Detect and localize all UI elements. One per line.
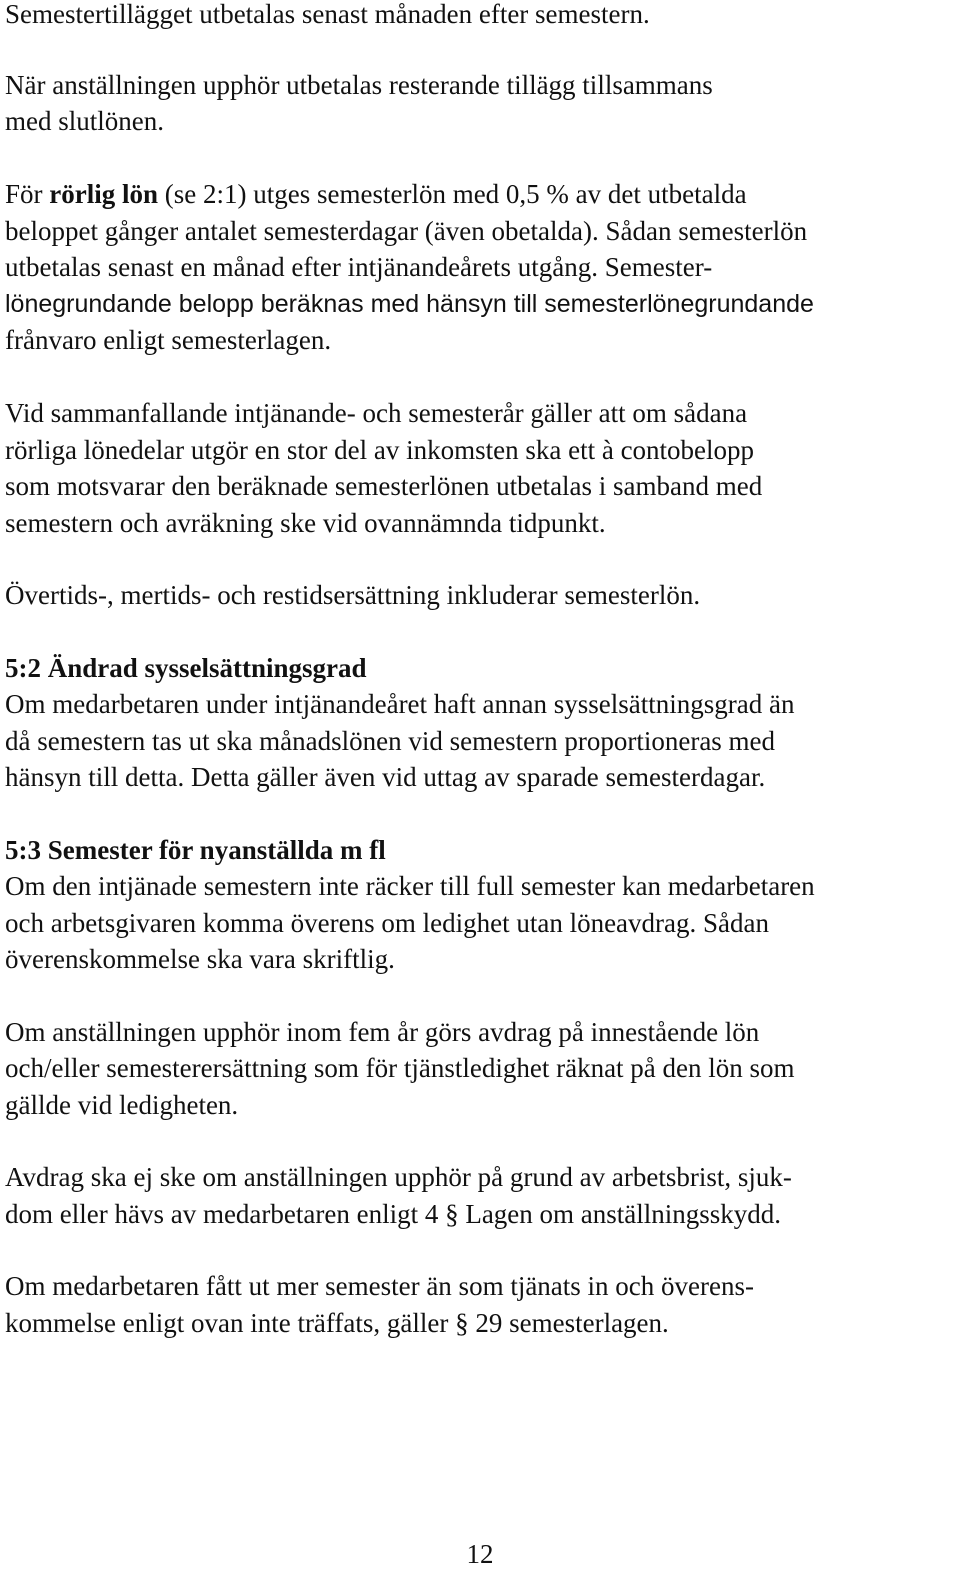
body-text-line: hänsyn till detta. Detta gäller även vid uttag av sparade semesterdagar.: [5, 762, 766, 792]
body-text-line: med slutlönen.: [5, 106, 164, 136]
body-text-line: då semestern tas ut ska månadslönen vid semestern proportioneras med: [5, 726, 776, 756]
body-text-line: Om den intjänade semestern inte räcker till full semester kan medarbetaren: [5, 871, 815, 901]
body-text-line: Avdrag ska ej ske om anställningen upphör på grund av arbetsbrist, sjuk-: [5, 1162, 792, 1192]
body-text-line: och arbetsgivaren komma överens om ledighet utan löneavdrag. Sådan: [5, 908, 770, 938]
body-text-line: dom eller hävs av medarbetaren enligt 4 § Lagen om anställningsskydd.: [5, 1199, 782, 1229]
body-text-line: utbetalas senast en månad efter intjänandeårets utgång. Semester-: [5, 252, 713, 282]
section-heading: 5:3 Semester för nyanställda m fl: [5, 835, 386, 865]
body-text-line: gällde vid ledigheten.: [5, 1090, 239, 1120]
body-text-line: Vid sammanfallande intjänande- och semesterår gäller att om sådana: [5, 398, 748, 428]
body-text-line: kommelse enligt ovan inte träffats, gäller § 29 semesterlagen.: [5, 1308, 669, 1338]
page-number: 12: [466, 1539, 494, 1569]
body-text-line: beloppet gånger antalet semesterdagar (även obetalda). Sådan semesterlön: [5, 216, 808, 246]
text-run: För: [5, 179, 50, 209]
body-text-line: rörliga lönedelar utgör en stor del av inkomsten ska ett à contobelopp: [5, 435, 755, 465]
text-run: (se 2:1) utges semesterlön med 0,5 % av det utbetalda: [158, 179, 747, 209]
body-text-line: Övertids-, mertids- och restidsersättning inkluderar semesterlön.: [5, 580, 701, 610]
body-text-line: överenskommelse ska vara skriftlig.: [5, 944, 395, 974]
body-text-line: När anställningen upphör utbetalas resterande tillägg tillsammans: [5, 70, 713, 100]
body-text-line: Semestertillägget utbetalas senast månaden efter semestern.: [5, 0, 650, 29]
body-text-line: Om medarbetaren under intjänandeåret haft annan sysselsättningsgrad än: [5, 689, 795, 719]
body-text-line: Om medarbetaren fått ut mer semester än som tjänats in och överens-: [5, 1271, 754, 1301]
body-text-line: [5, 176, 747, 212]
body-text-line: frånvaro enligt semesterlagen.: [5, 325, 332, 355]
body-text-line: som motsvarar den beräknade semesterlönen utbetalas i samband med: [5, 471, 763, 501]
emphasis-rorlig-lon: rörlig lön: [49, 179, 159, 209]
body-text-line: Om anställningen upphör inom fem år görs avdrag på innestående lön: [5, 1017, 760, 1047]
body-text-line: lönegrundande belopp beräknas med hänsyn till semesterlönegrundande: [5, 290, 814, 318]
body-text-line: och/eller semesterersättning som för tjänstledighet räknat på den lön som: [5, 1053, 795, 1083]
section-heading: 5:2 Ändrad sysselsättningsgrad: [5, 653, 367, 683]
body-text-line: semestern och avräkning ske vid ovannämnda tidpunkt.: [5, 508, 606, 538]
